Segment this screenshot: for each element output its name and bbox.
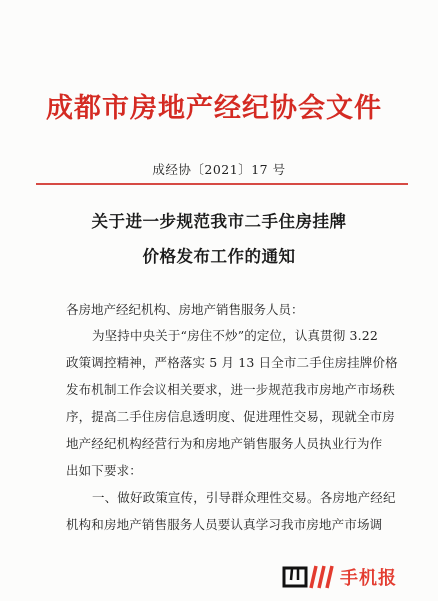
body-line: 一、做好政策宣传，引导群众理性交易。各房地产经纪: [92, 490, 396, 505]
notice-title-line-1: 关于进一步规范我市二手住房挂牌: [91, 212, 347, 231]
document-header-title: 成都市房地产经纪协会文件: [46, 93, 382, 124]
body-line: 机构和房地产销售服务人员要认真学习我市房地产市场调: [66, 517, 383, 532]
body-line: 为坚持中央关于“房住不炒”的定位，认真贯彻 3.22: [92, 328, 378, 343]
body-line: 出如下要求：: [66, 463, 142, 478]
body-line: 发布机制工作会议相关要求，进一步规范我市房地产市场秩: [66, 382, 395, 397]
notice-title-line-2: 价格发布工作的通知: [142, 247, 296, 266]
watermark-text: 手机报: [340, 568, 397, 589]
red-divider-line: [36, 183, 408, 185]
watermark-logo: [282, 563, 422, 591]
body-line: 地产经纪机构经营行为和房地产销售服务人员执业行为作: [66, 436, 383, 451]
salutation: 各房地产经纪机构、房地产销售服务人员：: [66, 302, 304, 317]
body-line: 序，提高二手住房信息透明度、促进理性交易，现就全市房: [66, 409, 395, 424]
document-number: 成经协〔2021〕17 号: [152, 162, 286, 177]
body-line: 政策调控精神，严格落实 5 月 13 日全市二手住房挂牌价格: [66, 355, 398, 370]
